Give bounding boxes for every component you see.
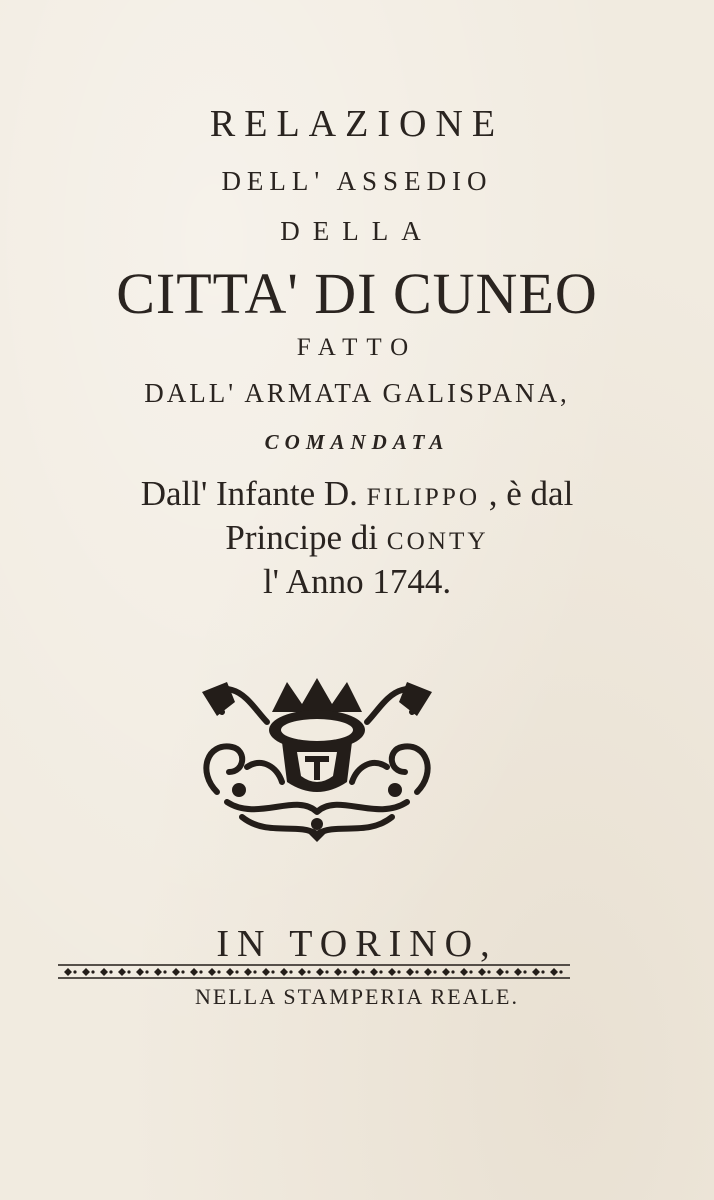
title-citta-di-cuneo: CITTA' DI CUNEO: [116, 261, 598, 326]
title-fatto: FATTO: [296, 334, 418, 361]
text-infante: Dall' Infante D.: [140, 474, 367, 513]
text-filippo: FILIPPO: [366, 484, 481, 511]
imprint-place: IN TORINO,: [216, 923, 498, 965]
title-comandata: COMANDATA: [264, 430, 450, 454]
title-dell-assedio: DELL' ASSEDIO: [221, 166, 493, 196]
title-relazione: RELAZIONE: [209, 103, 505, 145]
title-anno: l' Anno 1744.: [262, 562, 452, 601]
imprint-press: NELLA STAMPERIA REALE.: [195, 984, 519, 1009]
title-armata-galispana: DALL' ARMATA GALISPANA,: [144, 378, 570, 408]
text-e-dal: , è dal: [480, 474, 574, 513]
title-infante-filippo: [0, 474, 714, 514]
text-principe-di: Principe di: [225, 518, 387, 557]
text-conty: CONTY: [386, 528, 489, 555]
title-della: DELLA: [280, 216, 434, 246]
printer-ornament-icon: [187, 672, 447, 842]
title-principe-conty: [0, 518, 714, 558]
fleuron-rule: [58, 962, 570, 980]
